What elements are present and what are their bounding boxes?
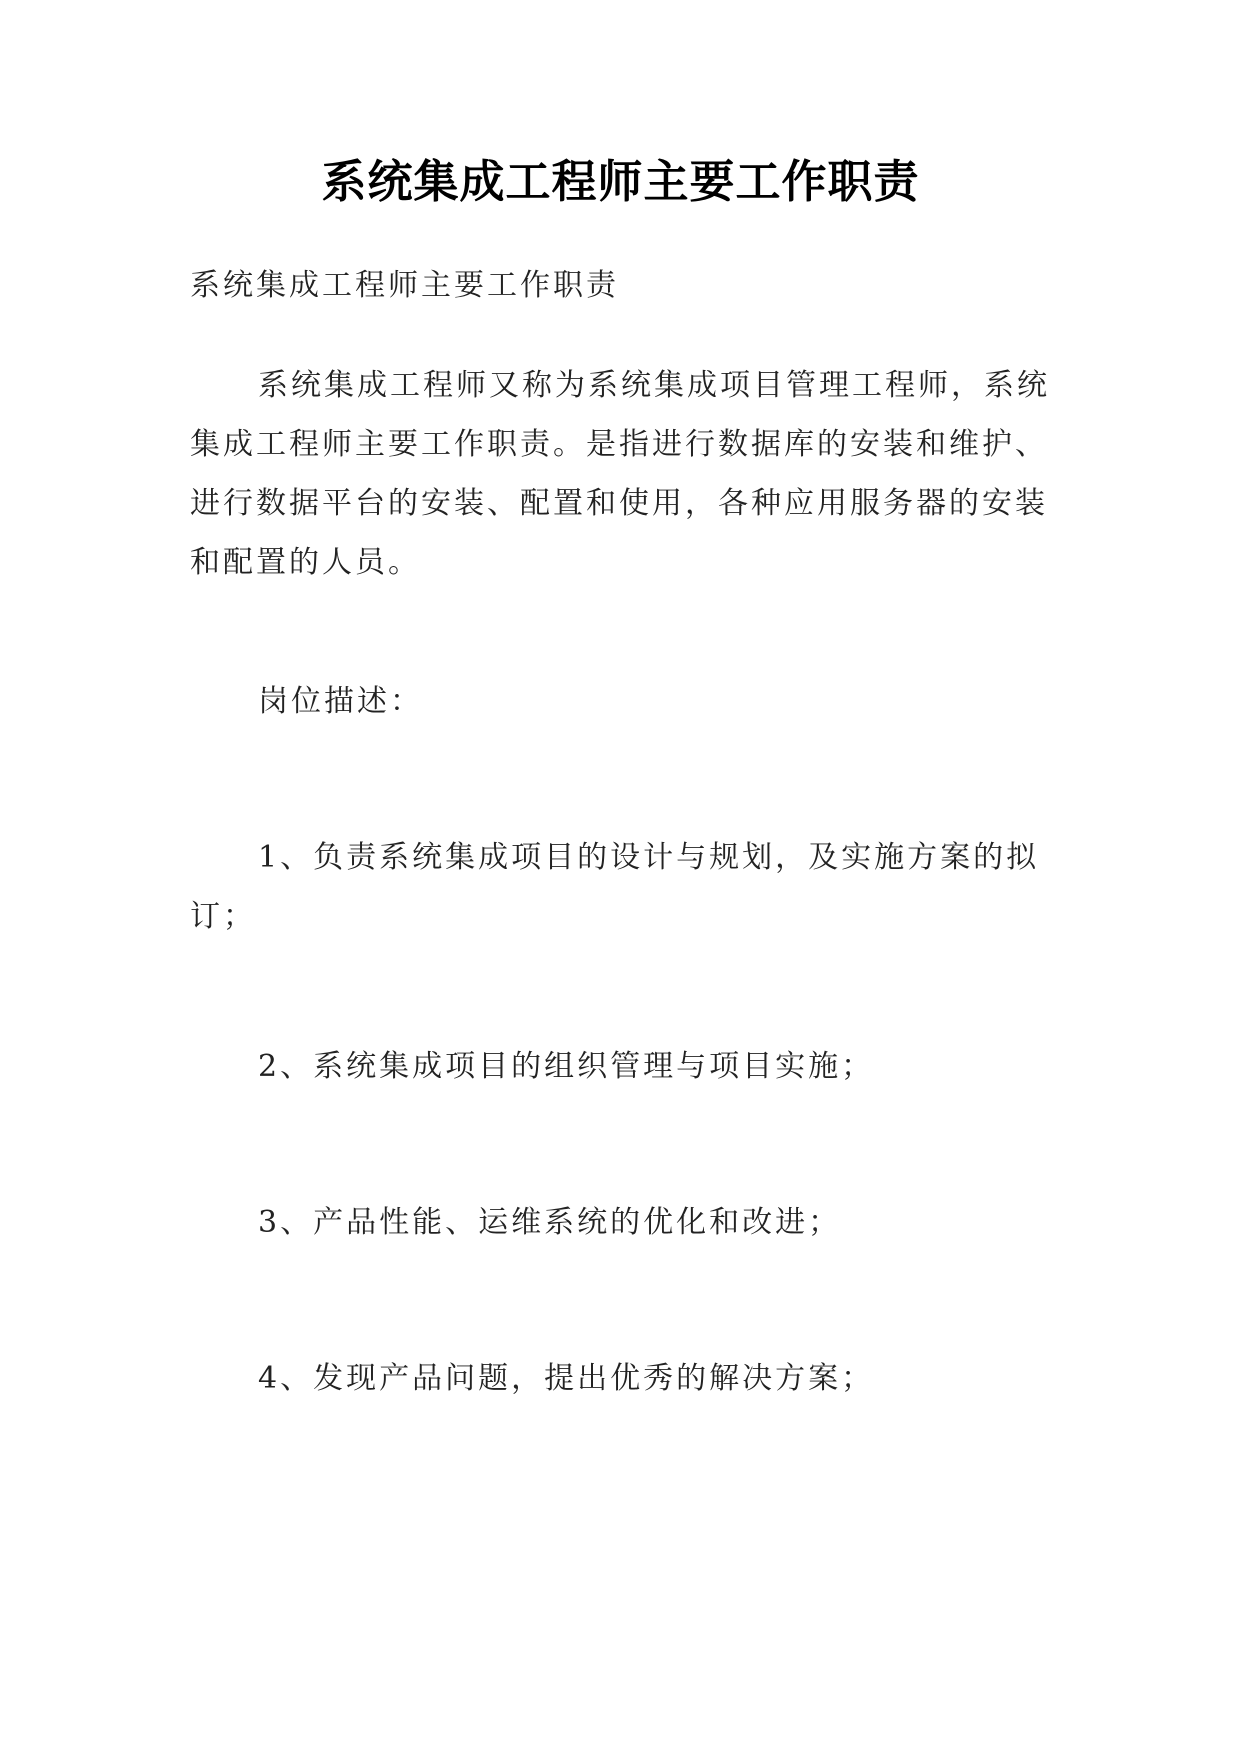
- document-title: 系统集成工程师主要工作职责: [321, 155, 920, 208]
- intro-paragraph: [190, 356, 1060, 592]
- list-item: 4、发现产品问题，提出优秀的解决方案；: [258, 1361, 875, 1396]
- intro-line: 和配置的人员。: [190, 545, 421, 580]
- intro-line: 系统集成工程师又称为系统集成项目管理工程师，系统: [258, 368, 1050, 403]
- list-item: 2、系统集成项目的组织管理与项目实施；: [258, 1049, 875, 1084]
- list-item-line: 1、负责系统集成项目的设计与规划，及实施方案的拟: [258, 840, 1040, 875]
- document-subtitle: 系统集成工程师主要工作职责: [190, 268, 619, 303]
- list-item-line: 订；: [190, 899, 256, 934]
- intro-line: 集成工程师主要工作职责。是指进行数据库的安装和维护、: [190, 427, 1048, 462]
- list-item: [190, 828, 1060, 946]
- section-heading: 岗位描述：: [258, 684, 423, 719]
- intro-line: 进行数据平台的安装、配置和使用，各种应用服务器的安装: [190, 486, 1048, 521]
- list-item: 3、产品性能、运维系统的优化和改进；: [258, 1205, 842, 1240]
